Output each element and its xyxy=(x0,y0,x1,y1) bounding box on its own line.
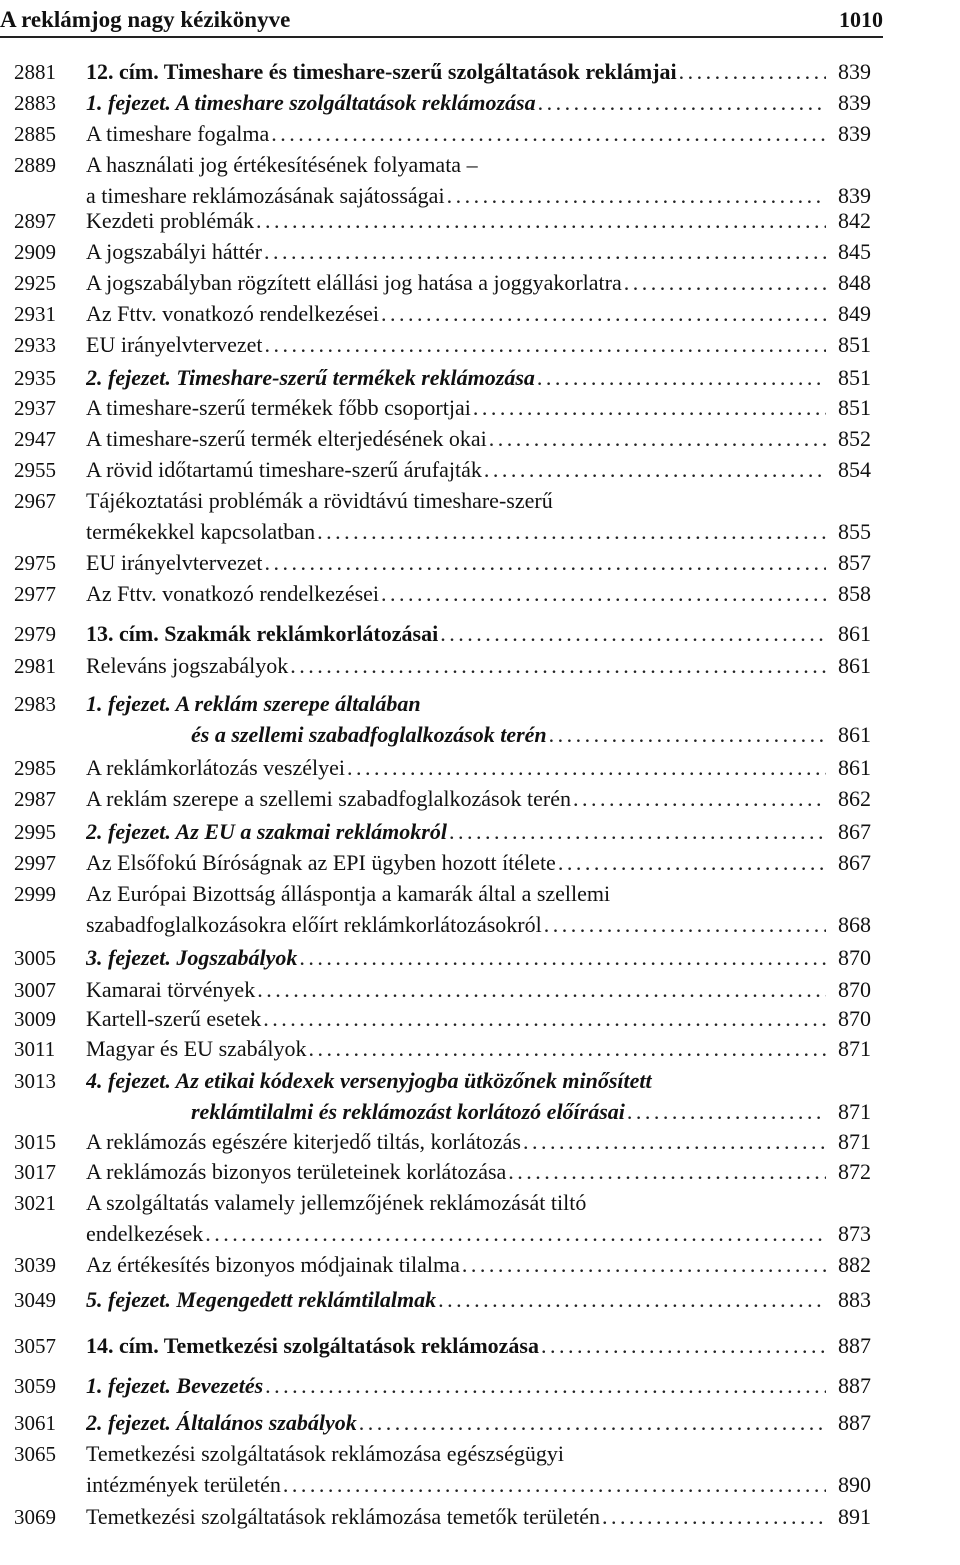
entry-title xyxy=(86,848,826,878)
entry-title xyxy=(191,720,826,750)
page-ref: 871 xyxy=(838,1099,871,1124)
toc-line xyxy=(0,1004,960,1034)
entry-label: A reklámozás bizonyos területeinek korlátozása xyxy=(86,1159,507,1184)
entry-label: 3. fejezet. Jogszabályok xyxy=(86,945,298,970)
margin-number: 2897 xyxy=(14,209,56,233)
leader-dots xyxy=(489,424,826,454)
leader-dots xyxy=(309,1034,826,1064)
entry-title xyxy=(86,268,826,298)
page-ref: 890 xyxy=(838,1472,871,1497)
entry-label: Releváns jogszabályok xyxy=(86,653,289,678)
entry-label: termékekkel kapcsolatban xyxy=(86,519,316,544)
entry-title xyxy=(86,1285,826,1315)
leader-dots xyxy=(265,548,826,578)
margin-number: 2909 xyxy=(14,240,56,264)
toc-line xyxy=(0,486,960,516)
toc-line xyxy=(0,424,960,454)
entry-title xyxy=(86,455,826,485)
toc-line xyxy=(0,268,960,298)
entry-title xyxy=(86,1157,826,1187)
margin-number: 2967 xyxy=(14,489,56,513)
leader-dots xyxy=(359,1408,826,1438)
page-ref: 851 xyxy=(838,395,871,420)
leader-dots xyxy=(283,1470,826,1500)
entry-label: Temetkezési szolgáltatások reklámozása egészségügyi xyxy=(86,1441,564,1466)
page-ref: 873 xyxy=(838,1221,871,1246)
toc-line xyxy=(0,517,960,547)
leader-dots xyxy=(265,330,826,360)
margin-number: 2983 xyxy=(14,692,56,716)
leader-dots xyxy=(449,817,826,847)
toc-line xyxy=(0,579,960,609)
page-ref: 851 xyxy=(838,332,871,357)
toc-line xyxy=(0,1502,960,1532)
entry-label: Az értékesítés bizonyos módjainak tilalma xyxy=(86,1252,460,1277)
entry-label: Kezdeti problémák xyxy=(86,208,254,233)
page-ref: 842 xyxy=(838,208,871,233)
entry-title xyxy=(86,1127,826,1157)
toc-line xyxy=(0,910,960,940)
entry-label: A reklámkorlátozás veszélyei xyxy=(86,755,346,780)
toc-line xyxy=(0,1470,960,1500)
leader-dots xyxy=(347,753,826,783)
toc-line xyxy=(0,455,960,485)
leader-dots xyxy=(679,57,826,87)
entry-title xyxy=(86,1408,826,1438)
toc-line xyxy=(0,1188,960,1218)
leader-dots xyxy=(558,848,826,878)
toc-line xyxy=(0,720,960,750)
page-number: 1010 xyxy=(839,7,883,32)
toc-line xyxy=(0,119,960,149)
toc-line xyxy=(0,817,960,847)
leader-dots xyxy=(440,619,826,649)
page-ref: 872 xyxy=(838,1159,871,1184)
page-ref: 871 xyxy=(838,1036,871,1061)
page-ref: 839 xyxy=(838,121,871,146)
entry-title xyxy=(86,1371,826,1401)
toc-line xyxy=(0,1127,960,1157)
toc-line xyxy=(0,363,960,393)
entry-title xyxy=(86,1331,826,1361)
margin-number: 2995 xyxy=(14,820,56,844)
leader-dots xyxy=(299,943,826,973)
entry-label: Az Fttv. vonatkozó rendelkezései xyxy=(86,581,380,606)
margin-number: 2955 xyxy=(14,458,56,482)
margin-number: 3011 xyxy=(14,1037,56,1061)
page-ref: 870 xyxy=(838,945,871,970)
leader-dots xyxy=(317,517,826,547)
entry-label: Az Elsőfokú Bíróságnak az EPI ügyben hozott ítélete xyxy=(86,850,556,875)
toc-line xyxy=(0,1371,960,1401)
entry-title xyxy=(86,393,826,423)
margin-number: 2979 xyxy=(14,622,56,646)
toc-line xyxy=(0,548,960,578)
page-ref: 852 xyxy=(838,426,871,451)
margin-number: 3017 xyxy=(14,1160,56,1184)
entry-label: A használati jog értékesítésének folyamata – xyxy=(86,152,478,177)
entry-label: 1. fejezet. Bevezetés xyxy=(86,1373,264,1398)
page-ref: 867 xyxy=(838,850,871,875)
leader-dots xyxy=(205,1219,826,1249)
entry-title xyxy=(86,1066,826,1096)
toc-line xyxy=(0,784,960,814)
entry-title xyxy=(86,57,826,87)
toc-line xyxy=(0,1219,960,1249)
margin-number: 2985 xyxy=(14,756,56,780)
margin-number: 2933 xyxy=(14,333,56,357)
leader-dots xyxy=(541,1331,826,1361)
leader-dots xyxy=(256,206,826,236)
entry-title xyxy=(86,879,826,909)
entry-label: Temetkezési szolgáltatások reklámozása temetők területén xyxy=(86,1504,601,1529)
margin-number: 2885 xyxy=(14,122,56,146)
entry-label: intézmények területén xyxy=(86,1472,281,1497)
entry-title xyxy=(86,651,826,681)
entry-title xyxy=(86,689,826,719)
page-ref: 854 xyxy=(838,457,871,482)
entry-label: a timeshare reklámozásának sajátosságai xyxy=(86,183,445,208)
entry-label: 5. fejezet. Megengedett reklámtilalmak xyxy=(86,1287,437,1312)
entry-title xyxy=(86,299,826,329)
toc-line xyxy=(0,975,960,1005)
entry-label: 2. fejezet. Az EU a szakmai reklámokról xyxy=(86,819,447,844)
entry-title xyxy=(86,975,826,1005)
page-ref: 861 xyxy=(838,653,871,678)
leader-dots xyxy=(602,1502,826,1532)
leader-dots xyxy=(438,1285,826,1315)
toc-line xyxy=(0,1034,960,1064)
margin-number: 2947 xyxy=(14,427,56,451)
entry-title xyxy=(86,1004,826,1034)
entry-title xyxy=(86,1188,826,1218)
entry-title xyxy=(86,579,826,609)
entry-label: A timeshare-szerű termékek főbb csoportjai xyxy=(86,395,471,420)
toc-line xyxy=(0,689,960,719)
entry-label: és a szellemi szabadfoglalkozások terén xyxy=(191,722,547,747)
leader-dots xyxy=(264,237,826,267)
running-header xyxy=(0,0,883,38)
page-ref: 887 xyxy=(838,1373,871,1398)
margin-number: 3009 xyxy=(14,1007,56,1031)
toc-line xyxy=(0,393,960,423)
leader-dots xyxy=(271,119,826,149)
entry-title xyxy=(86,150,826,180)
entry-label: Az Fttv. vonatkozó rendelkezései xyxy=(86,301,380,326)
margin-number: 3061 xyxy=(14,1411,56,1435)
entry-title xyxy=(86,619,826,649)
toc-line xyxy=(0,848,960,878)
page-ref: 849 xyxy=(838,301,871,326)
entry-title xyxy=(86,206,826,236)
page-ref: 851 xyxy=(838,365,871,390)
page-ref: 883 xyxy=(838,1287,871,1312)
toc-line xyxy=(0,1439,960,1469)
entry-title xyxy=(86,910,826,940)
toc-line xyxy=(0,206,960,236)
page-ref: 867 xyxy=(838,819,871,844)
page-ref: 891 xyxy=(838,1504,871,1529)
toc-line xyxy=(0,1250,960,1280)
leader-dots xyxy=(265,1371,826,1401)
entry-label: szabadfoglalkozásokra előírt reklámkorlátozásokról xyxy=(86,912,542,937)
page-ref: 857 xyxy=(838,550,871,575)
page-ref: 870 xyxy=(838,1006,871,1031)
toc-line xyxy=(0,1097,960,1127)
entry-title xyxy=(86,1219,826,1249)
leader-dots xyxy=(627,1097,826,1127)
page-ref: 871 xyxy=(838,1129,871,1154)
margin-number: 2937 xyxy=(14,396,56,420)
toc-line xyxy=(0,1066,960,1096)
entry-title xyxy=(86,119,826,149)
entry-label: EU irányelvtervezet xyxy=(86,332,263,357)
toc-line xyxy=(0,651,960,681)
page-ref: 848 xyxy=(838,270,871,295)
entry-title xyxy=(86,1439,826,1469)
margin-number: 3005 xyxy=(14,946,56,970)
entry-title xyxy=(86,517,826,547)
toc-line xyxy=(0,330,960,360)
page-ref: 858 xyxy=(838,581,871,606)
margin-number: 2977 xyxy=(14,582,56,606)
entry-label: endelkezések xyxy=(86,1221,204,1246)
entry-label: Az Európai Bizottság álláspontja a kamarák által a szellemi xyxy=(86,881,611,906)
entry-title xyxy=(191,1097,826,1127)
entry-label: A timeshare-szerű termék elterjedésének okai xyxy=(86,426,487,451)
entry-title xyxy=(86,330,826,360)
entry-title xyxy=(86,943,826,973)
margin-number: 3021 xyxy=(14,1191,56,1215)
leader-dots xyxy=(508,1157,826,1187)
margin-number: 2925 xyxy=(14,271,56,295)
toc-line xyxy=(0,1285,960,1315)
entry-label: A reklámozás egészére kiterjedő tiltás, korlátozás xyxy=(86,1129,521,1154)
entry-title xyxy=(86,88,826,118)
page-ref: 855 xyxy=(838,519,871,544)
entry-title xyxy=(86,237,826,267)
toc-line xyxy=(0,753,960,783)
toc-line xyxy=(0,1157,960,1187)
entry-label: 4. fejezet. Az etikai kódexek versenyjogba ütközőnek minősített xyxy=(86,1068,652,1093)
entry-label: A timeshare fogalma xyxy=(86,121,270,146)
toc-line xyxy=(0,299,960,329)
entry-label: 12. cím. Timeshare és timeshare-szerű szolgáltatások reklámjai xyxy=(86,59,677,84)
entry-title xyxy=(86,486,826,516)
margin-number: 2975 xyxy=(14,551,56,575)
entry-title xyxy=(86,424,826,454)
entry-label: 1. fejezet. A timeshare szolgáltatások reklámozása xyxy=(86,90,536,115)
entry-label: reklámtilalmi és reklámozást korlátozó előírásai xyxy=(191,1099,625,1124)
leader-dots xyxy=(624,268,826,298)
entry-label: Kartell-szerű esetek xyxy=(86,1006,262,1031)
page-ref: 839 xyxy=(838,90,871,115)
margin-number: 3039 xyxy=(14,1253,56,1277)
page-ref: 868 xyxy=(838,912,871,937)
margin-number: 2931 xyxy=(14,302,56,326)
leader-dots xyxy=(263,1004,826,1034)
margin-number: 2997 xyxy=(14,851,56,875)
toc-line xyxy=(0,1408,960,1438)
margin-number: 2981 xyxy=(14,654,56,678)
margin-number: 2987 xyxy=(14,787,56,811)
page-ref: 887 xyxy=(838,1410,871,1435)
entry-title xyxy=(86,817,826,847)
entry-label: A jogszabályi háttér xyxy=(86,239,262,264)
entry-label: A rövid időtartamú timeshare-szerű árufajták xyxy=(86,457,482,482)
toc-line xyxy=(0,150,960,180)
margin-number: 3049 xyxy=(14,1288,56,1312)
page-ref: 861 xyxy=(838,621,871,646)
leader-dots xyxy=(538,88,826,118)
entry-title xyxy=(86,1502,826,1532)
leader-dots xyxy=(544,910,826,940)
toc-line xyxy=(0,619,960,649)
entry-label: Kamarai törvények xyxy=(86,977,256,1002)
entry-label: 2. fejezet. Timeshare-szerű termékek reklámozása xyxy=(86,365,535,390)
margin-number: 3065 xyxy=(14,1442,56,1466)
entry-label: A reklám szerepe a szellemi szabadfoglalkozások terén xyxy=(86,786,571,811)
entry-title xyxy=(86,1470,826,1500)
margin-number: 2889 xyxy=(14,153,56,177)
entry-title xyxy=(86,1034,826,1064)
toc-line xyxy=(0,57,960,87)
entry-label: 14. cím. Temetkezési szolgáltatások reklámozása xyxy=(86,1333,539,1358)
toc-line xyxy=(0,1331,960,1361)
entry-title xyxy=(86,784,826,814)
entry-title xyxy=(86,1250,826,1280)
leader-dots xyxy=(462,1250,826,1280)
leader-dots xyxy=(290,651,826,681)
entry-label: Tájékoztatási problémák a rövidtávú timeshare-szerű xyxy=(86,488,553,513)
leader-dots xyxy=(549,720,826,750)
book-title: A reklámjog nagy kézikönyve xyxy=(0,7,291,32)
page-ref: 839 xyxy=(838,59,871,84)
margin-number: 2999 xyxy=(14,882,56,906)
margin-number: 2881 xyxy=(14,60,56,84)
page-ref: 887 xyxy=(838,1333,871,1358)
page-ref: 839 xyxy=(838,183,871,208)
toc-line xyxy=(0,88,960,118)
leader-dots xyxy=(484,455,826,485)
entry-title xyxy=(86,548,826,578)
margin-number: 3057 xyxy=(14,1334,56,1358)
toc-line xyxy=(0,943,960,973)
margin-number: 3059 xyxy=(14,1374,56,1398)
page-ref: 862 xyxy=(838,786,871,811)
leader-dots xyxy=(573,784,826,814)
page-ref: 861 xyxy=(838,722,871,747)
margin-number: 3015 xyxy=(14,1130,56,1154)
page-ref: 861 xyxy=(838,755,871,780)
margin-number: 2883 xyxy=(14,91,56,115)
page-ref: 870 xyxy=(838,977,871,1002)
entry-title xyxy=(86,753,826,783)
entry-title xyxy=(86,363,826,393)
leader-dots xyxy=(523,1127,826,1157)
entry-label: EU irányelvtervezet xyxy=(86,550,263,575)
toc-line xyxy=(0,879,960,909)
entry-label: 2. fejezet. Általános szabályok xyxy=(86,1410,357,1435)
leader-dots xyxy=(537,363,826,393)
page-ref: 882 xyxy=(838,1252,871,1277)
entry-label: 1. fejezet. A reklám szerepe általában xyxy=(86,691,421,716)
leader-dots xyxy=(257,975,826,1005)
leader-dots xyxy=(381,299,826,329)
margin-number: 3013 xyxy=(14,1069,56,1093)
page-ref: 845 xyxy=(838,239,871,264)
leader-dots xyxy=(473,393,826,423)
margin-number: 3069 xyxy=(14,1505,56,1529)
entry-label: A jogszabályban rögzített elállási jog hatása a joggyakorlatra xyxy=(86,270,622,295)
entry-label: 13. cím. Szakmák reklámkorlátozásai xyxy=(86,621,439,646)
margin-number: 2935 xyxy=(14,366,56,390)
entry-label: Magyar és EU szabályok xyxy=(86,1036,307,1061)
toc-line xyxy=(0,237,960,267)
entry-label: A szolgáltatás valamely jellemzőjének reklámozását tiltó xyxy=(86,1190,587,1215)
margin-number: 3007 xyxy=(14,978,56,1002)
leader-dots xyxy=(381,579,826,609)
